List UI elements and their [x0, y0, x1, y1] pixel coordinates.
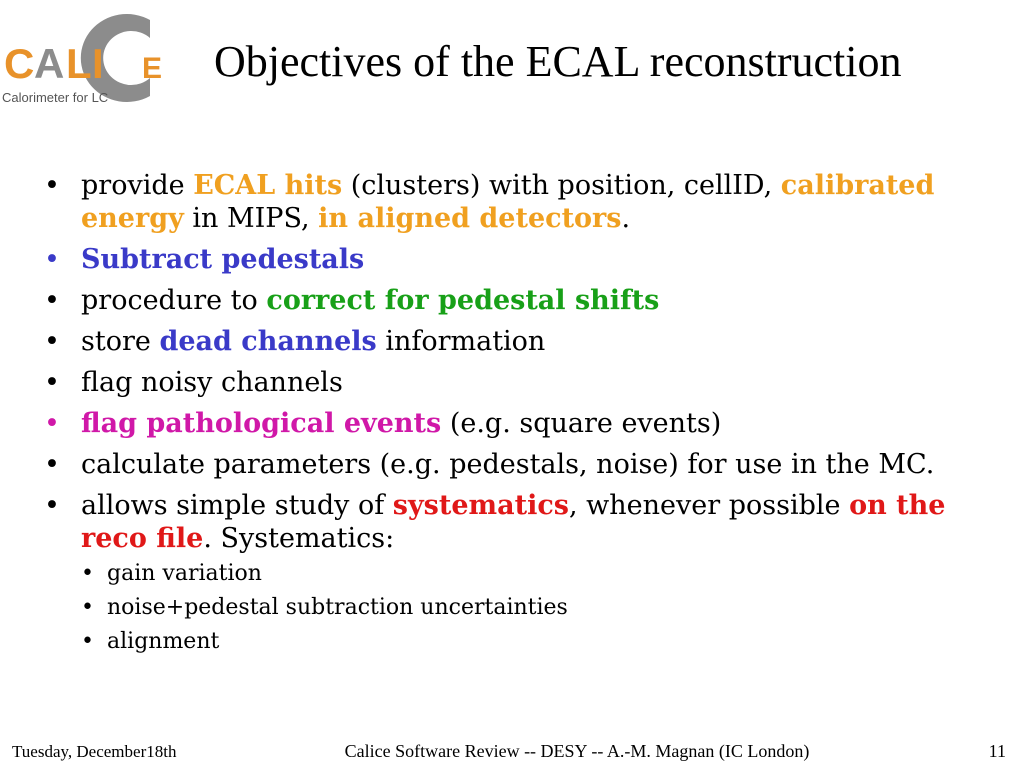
bullet-item	[44, 407, 974, 440]
slide-title: Objectives of the ECAL reconstruction	[214, 37, 902, 86]
slide-content	[44, 169, 974, 663]
sub-bullet-text: noise+pedestal subtraction uncertainties	[107, 595, 568, 620]
logo-letter-e: E	[142, 52, 163, 85]
bullet-dot: •	[44, 449, 60, 480]
sub-bullet-dot: •	[81, 595, 94, 620]
plain-text: allows simple study of	[81, 490, 393, 521]
plain-text: .	[621, 203, 631, 234]
bullet-text	[81, 490, 945, 554]
sub-bullet-text: alignment	[107, 629, 220, 654]
highlight-text: Subtract pedestals	[81, 244, 365, 275]
sub-bullet-list	[81, 561, 974, 655]
bullet-text	[81, 408, 721, 439]
sub-bullet-item	[81, 629, 974, 655]
bullet-item	[44, 366, 974, 399]
highlight-text: in aligned detectors	[318, 203, 622, 234]
plain-text: (e.g. square events)	[441, 408, 722, 439]
logo-letter-l: L	[66, 40, 92, 87]
sub-bullet-item	[81, 561, 974, 587]
bullet-text	[81, 285, 659, 316]
bullet-text	[81, 244, 364, 275]
bullet-list	[44, 169, 974, 655]
footer-date: Tuesday, December18th	[12, 742, 177, 761]
bullet-item	[44, 169, 974, 235]
bullet-item	[44, 448, 974, 481]
sub-bullet-dot: •	[81, 629, 94, 654]
bullet-dot: •	[44, 326, 60, 357]
plain-text: , whenever possible	[568, 490, 850, 521]
bullet-dot: •	[44, 170, 60, 201]
bullet-dot: •	[44, 408, 60, 439]
highlight-text: calibrated energy	[81, 170, 935, 234]
plain-text: in MIPS,	[183, 203, 319, 234]
bullet-text	[81, 326, 545, 357]
plain-text: procedure to	[81, 285, 267, 316]
sub-bullet-dot: •	[81, 561, 94, 586]
logo-letter-c1: C	[4, 40, 35, 87]
bullet-item	[44, 489, 974, 655]
sub-bullet-item	[81, 595, 974, 621]
sub-bullet-text: gain variation	[107, 561, 262, 586]
highlight-text: correct for pedestal shifts	[266, 285, 660, 316]
highlight-text: flag pathological events	[81, 408, 442, 439]
bullet-text	[81, 170, 934, 234]
footer-page-number: 11	[988, 741, 1006, 761]
bullet-item	[44, 243, 974, 276]
plain-text: (clusters) with position, cellID,	[342, 170, 781, 201]
bullet-dot: •	[44, 285, 60, 316]
plain-text: information	[376, 326, 546, 357]
highlight-text: ECAL hits	[193, 170, 343, 201]
logo-tagline: Calorimeter for LC	[2, 90, 109, 105]
plain-text: calculate parameters (e.g. pedestals, noise) for use in the MC.	[81, 449, 935, 480]
highlight-text: dead channels	[159, 326, 377, 357]
bullet-text	[81, 367, 343, 398]
footer-title: Calice Software Review -- DESY -- A.-M. Magnan (IC London)	[344, 741, 810, 761]
bullet-dot: •	[44, 490, 60, 521]
bullet-dot: •	[44, 367, 60, 398]
highlight-text: on the reco file	[81, 490, 946, 554]
bullet-dot: •	[44, 244, 60, 275]
plain-text: . Systematics:	[203, 523, 395, 554]
plain-text: flag noisy channels	[81, 367, 343, 398]
plain-text: provide	[81, 170, 194, 201]
highlight-text: systematics	[392, 490, 569, 521]
calice-logo	[0, 12, 172, 112]
plain-text: store	[81, 326, 160, 357]
bullet-text	[81, 449, 934, 480]
bullet-item	[44, 284, 974, 317]
logo-letter-i: I	[92, 40, 104, 87]
bullet-item	[44, 325, 974, 358]
logo-letter-a: A	[34, 40, 65, 87]
